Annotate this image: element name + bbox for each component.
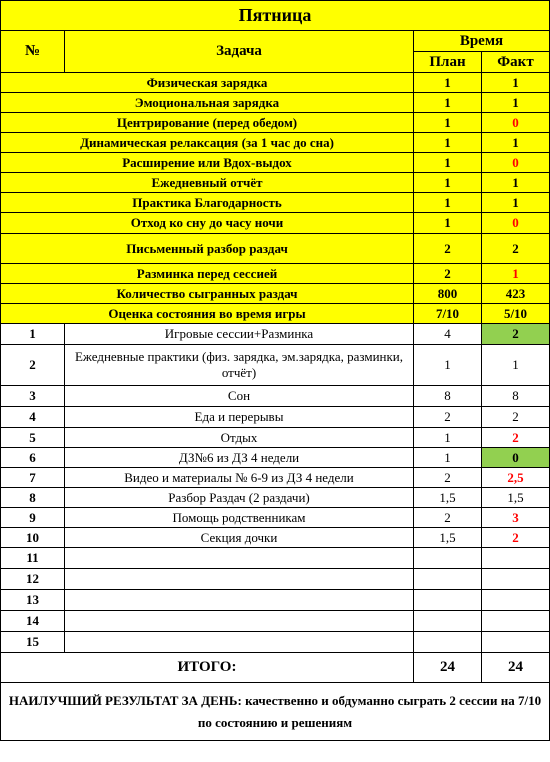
task-name: Отдых [65, 428, 414, 448]
task-plan: 4 [414, 324, 482, 345]
task-plan [414, 548, 482, 569]
checklist-plan: 1 [414, 113, 482, 133]
total-row [1, 653, 550, 683]
checklist-fact: 0 [482, 113, 550, 133]
header-plan: План [414, 52, 482, 73]
checklist-plan: 1 [414, 153, 482, 173]
task-plan [414, 590, 482, 611]
task-name: ДЗ№6 из ДЗ 4 недели [65, 448, 414, 468]
task-name: Ежедневные практики (физ. зарядка, эм.зарядка, разминки, отчёт) [65, 345, 414, 386]
task-plan [414, 569, 482, 590]
task-fact: 2 [482, 428, 550, 448]
checklist-task: Ежедневный отчёт [1, 173, 414, 193]
task-fact [482, 569, 550, 590]
task-num: 12 [1, 569, 65, 590]
task-row [1, 448, 550, 468]
checklist-row [1, 173, 550, 193]
total-label: ИТОГО: [1, 653, 414, 683]
checklist-task: Расширение или Вдох-выдох [1, 153, 414, 173]
task-name: Видео и материалы № 6-9 из ДЗ 4 недели [65, 468, 414, 488]
checklist-row [1, 213, 550, 234]
task-fact [482, 548, 550, 569]
task-plan: 1,5 [414, 528, 482, 548]
checklist-fact: 1 [482, 73, 550, 93]
task-plan: 1,5 [414, 488, 482, 508]
best-result-row [1, 683, 550, 741]
task-row [1, 508, 550, 528]
checklist-fact: 0 [482, 153, 550, 173]
task-row [1, 386, 550, 407]
best-result-text: качественно и обдуманно сыграть 2 сессии на 7/10 по состоянию и решениям [197, 692, 542, 730]
checklist-task: Оценка состояния во время игры [1, 304, 414, 324]
task-plan: 8 [414, 386, 482, 407]
task-num: 11 [1, 548, 65, 569]
task-fact: 1,5 [482, 488, 550, 508]
task-fact: 2 [482, 407, 550, 428]
checklist-row [1, 193, 550, 213]
task-num: 8 [1, 488, 65, 508]
checklist-task: Разминка перед сессией [1, 264, 414, 284]
checklist-row [1, 284, 550, 304]
checklist-fact: 1 [482, 193, 550, 213]
task-plan: 1 [414, 345, 482, 386]
task-num: 3 [1, 386, 65, 407]
task-name: Еда и перерывы [65, 407, 414, 428]
task-name: Сон [65, 386, 414, 407]
task-name: Игровые сессии+Разминка [65, 324, 414, 345]
task-name: Помощь родственникам [65, 508, 414, 528]
task-name [65, 548, 414, 569]
task-row [1, 324, 550, 345]
checklist-task: Динамическая релаксация (за 1 час до сна) [1, 133, 414, 153]
task-fact [482, 590, 550, 611]
checklist-plan: 2 [414, 264, 482, 284]
task-fact [482, 632, 550, 653]
task-row [1, 468, 550, 488]
task-name [65, 632, 414, 653]
task-fact: 2,5 [482, 468, 550, 488]
task-row [1, 590, 550, 611]
task-num: 6 [1, 448, 65, 468]
header-fact: Факт [482, 52, 550, 73]
task-row [1, 428, 550, 448]
checklist-fact: 423 [482, 284, 550, 304]
checklist-fact: 2 [482, 234, 550, 264]
total-plan: 24 [414, 653, 482, 683]
task-name [65, 590, 414, 611]
checklist-task: Письменный разбор раздач [1, 234, 414, 264]
task-fact: 1 [482, 345, 550, 386]
checklist-row [1, 113, 550, 133]
task-row [1, 548, 550, 569]
checklist-plan: 2 [414, 234, 482, 264]
task-num: 15 [1, 632, 65, 653]
task-row [1, 632, 550, 653]
best-result-cell [1, 683, 550, 741]
checklist-task: Отход ко сну до часу ночи [1, 213, 414, 234]
task-fact [482, 611, 550, 632]
task-plan [414, 632, 482, 653]
checklist-task: Эмоциональная зарядка [1, 93, 414, 113]
task-plan: 2 [414, 468, 482, 488]
task-name: Секция дочки [65, 528, 414, 548]
checklist-row [1, 304, 550, 324]
task-fact: 0 [482, 448, 550, 468]
task-name [65, 569, 414, 590]
checklist-fact: 0 [482, 213, 550, 234]
checklist-task: Центрирование (перед обедом) [1, 113, 414, 133]
task-fact: 3 [482, 508, 550, 528]
checklist-task: Практика Благодарность [1, 193, 414, 213]
task-plan: 2 [414, 508, 482, 528]
task-plan: 1 [414, 428, 482, 448]
checklist-plan: 1 [414, 93, 482, 113]
task-row [1, 569, 550, 590]
task-fact: 8 [482, 386, 550, 407]
task-plan [414, 611, 482, 632]
task-name [65, 611, 414, 632]
task-row [1, 407, 550, 428]
checklist-fact: 1 [482, 173, 550, 193]
task-num: 10 [1, 528, 65, 548]
task-num: 1 [1, 324, 65, 345]
task-plan: 2 [414, 407, 482, 428]
checklist-row [1, 264, 550, 284]
task-name: Разбор Раздач (2 раздачи) [65, 488, 414, 508]
task-fact: 2 [482, 528, 550, 548]
task-num: 5 [1, 428, 65, 448]
checklist-task: Количество сыгранных раздач [1, 284, 414, 304]
header-time: Время [414, 31, 550, 52]
task-num: 13 [1, 590, 65, 611]
checklist-plan: 1 [414, 73, 482, 93]
checklist-fact: 1 [482, 133, 550, 153]
task-num: 4 [1, 407, 65, 428]
checklist-task: Физическая зарядка [1, 73, 414, 93]
best-result-label: НАИЛУЧШИЙ РЕЗУЛЬТАТ ЗА ДЕНЬ: [8, 692, 242, 708]
task-num: 2 [1, 345, 65, 386]
checklist-row [1, 234, 550, 264]
checklist-row [1, 153, 550, 173]
header-task: Задача [65, 31, 414, 73]
checklist-row [1, 133, 550, 153]
task-plan: 1 [414, 448, 482, 468]
checklist-plan: 1 [414, 133, 482, 153]
task-num: 9 [1, 508, 65, 528]
checklist-fact: 5/10 [482, 304, 550, 324]
task-num: 14 [1, 611, 65, 632]
checklist-fact: 1 [482, 264, 550, 284]
task-row [1, 345, 550, 386]
checklist-plan: 1 [414, 213, 482, 234]
checklist-row [1, 93, 550, 113]
checklist-plan: 800 [414, 284, 482, 304]
total-fact: 24 [482, 653, 550, 683]
checklist-plan: 7/10 [414, 304, 482, 324]
checklist-plan: 1 [414, 193, 482, 213]
task-row [1, 528, 550, 548]
task-row [1, 611, 550, 632]
header-num: № [1, 31, 65, 73]
checklist-row [1, 73, 550, 93]
task-fact: 2 [482, 324, 550, 345]
task-row [1, 488, 550, 508]
task-num: 7 [1, 468, 65, 488]
checklist-fact: 1 [482, 93, 550, 113]
checklist-plan: 1 [414, 173, 482, 193]
page-title: Пятница [1, 1, 550, 31]
